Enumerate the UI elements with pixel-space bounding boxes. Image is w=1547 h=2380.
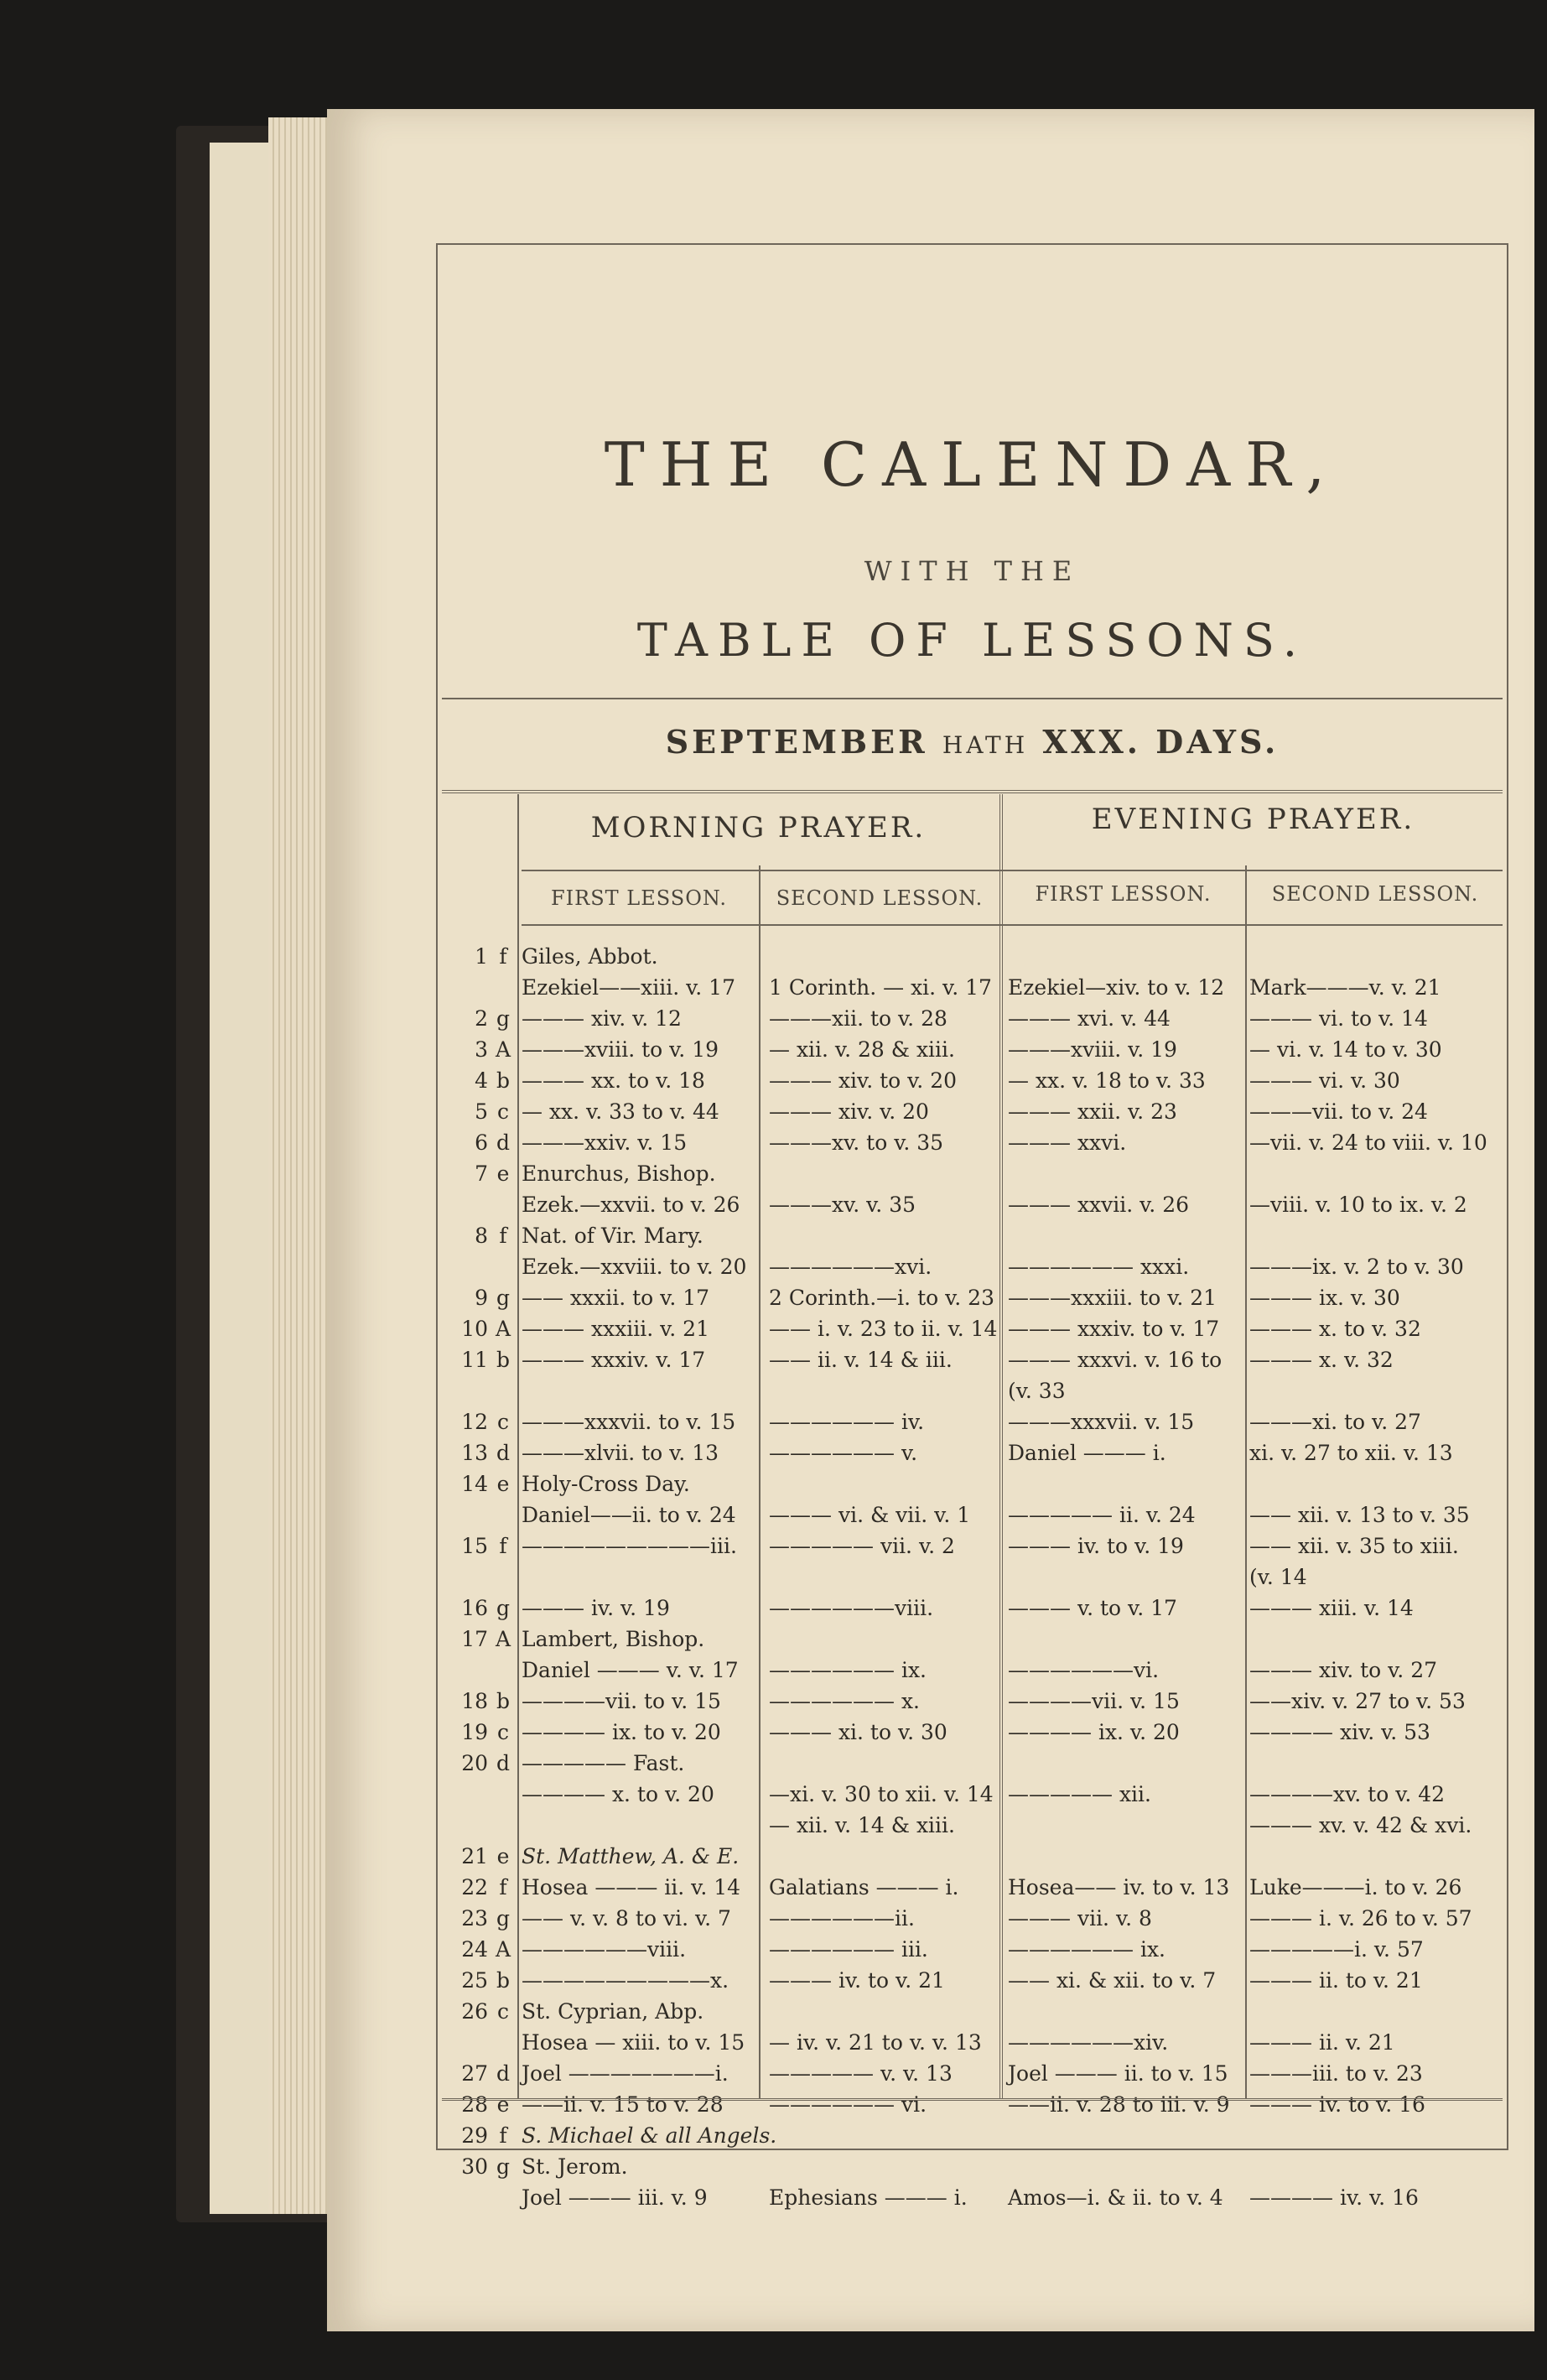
cell-m1: S. Michael & all Angels. — [522, 2123, 777, 2148]
cell-day: 28 — [461, 2092, 488, 2117]
cell-letter: f — [499, 1224, 507, 1248]
table-row — [438, 1872, 1507, 1904]
table-row — [438, 1127, 1507, 1159]
table-row — [438, 1034, 1507, 1066]
cell-letter: A — [495, 1937, 511, 1962]
subtitle-with-the: WITH THE — [864, 555, 1081, 587]
cell-m1: ———— x. to v. 20 — [522, 1782, 714, 1806]
cell-m2: — iv. v. 21 to v. v. 13 — [769, 2030, 982, 2055]
cell-e1: ——— xxii. v. 23 — [1008, 1099, 1177, 1124]
cell-m1: ——— xxxiv. v. 17 — [522, 1348, 706, 1372]
cell-letter: b — [496, 1348, 510, 1372]
cell-e2: —vii. v. 24 to viii. v. 10 — [1249, 1130, 1487, 1155]
cell-e2: ——— xiii. v. 14 — [1249, 1596, 1414, 1620]
cell-e1: ——————xiv. — [1008, 2030, 1169, 2055]
rule-month — [442, 790, 1503, 793]
month-name: SEPTEMBER — [665, 723, 928, 761]
cell-day: 16 — [461, 1596, 488, 1620]
cell-m1: ———xlvii. to v. 13 — [522, 1441, 719, 1465]
cell-letter: d — [496, 1441, 510, 1465]
cell-letter: d — [496, 1751, 510, 1775]
cell-e1: ———xxxiii. to v. 21 — [1008, 1286, 1217, 1310]
cell-e2: ——— ix. v. 30 — [1249, 1286, 1400, 1310]
cell-m1: Ezek.—xxviii. to v. 20 — [522, 1255, 747, 1279]
cell-m2: ——————ii. — [769, 1906, 915, 1931]
morning-first-lesson-heading: FIRST LESSON. — [551, 886, 727, 910]
table-row — [438, 1593, 1507, 1624]
cell-m1: St. Cyprian, Abp. — [522, 1999, 704, 2024]
cell-m2: —————— ix. — [769, 1658, 927, 1682]
cell-m2: —xi. v. 30 to xii. v. 14 — [769, 1782, 994, 1806]
cell-m1: ——ii. v. 15 to v. 28 — [522, 2092, 724, 2117]
evening-second-lesson-heading: SECOND LESSON. — [1271, 882, 1479, 906]
cell-m2: —— i. v. 23 to ii. v. 14 — [769, 1317, 998, 1341]
cell-day: 13 — [461, 1441, 488, 1465]
cell-day: 29 — [461, 2123, 488, 2148]
table-row — [438, 1313, 1507, 1345]
cell-m1: ———xxiv. v. 15 — [522, 1130, 688, 1155]
cell-m1: Enurchus, Bishop. — [522, 1161, 716, 1186]
month-days: XXX. DAYS. — [1042, 723, 1280, 761]
cell-m2: 1 Corinth. — xi. v. 17 — [769, 975, 992, 1000]
cell-letter: A — [495, 1037, 511, 1062]
cell-day: 15 — [461, 1534, 488, 1558]
cell-day: 18 — [461, 1689, 488, 1713]
cell-day: 14 — [461, 1472, 488, 1496]
cell-m2: ——— xi. to v. 30 — [769, 1720, 947, 1744]
cell-m1: ———— ix. to v. 20 — [522, 1720, 721, 1744]
table-row — [438, 1624, 1507, 1655]
cell-e1: ——— iv. to v. 19 — [1008, 1534, 1184, 1558]
cell-e1: (v. 33 — [1008, 1379, 1066, 1403]
cell-m1: Joel ———————i. — [522, 2061, 729, 2086]
cell-m2: — xii. v. 14 & xiii. — [769, 1813, 955, 1837]
cell-m1: St. Matthew, A. & E. — [522, 1844, 740, 1868]
cell-m2: 2 Corinth.—i. to v. 23 — [769, 1286, 994, 1310]
cell-m1: —— xxxii. to v. 17 — [522, 1286, 710, 1310]
cell-e2: ——— xiv. to v. 27 — [1249, 1658, 1437, 1682]
table-row — [438, 1996, 1507, 2028]
table-row — [438, 2089, 1507, 2121]
cell-letter: c — [496, 1099, 509, 1124]
cell-e1: ——— xvi. v. 44 — [1008, 1006, 1171, 1031]
table-row — [438, 2027, 1507, 2059]
cell-day: 5 — [475, 1099, 488, 1124]
cell-m1: —————————x. — [522, 1968, 729, 1993]
cell-day: 1 — [475, 944, 488, 969]
cell-m1: Hosea ——— ii. v. 14 — [522, 1875, 741, 1899]
cell-e1: ——ii. v. 28 to iii. v. 9 — [1008, 2092, 1230, 2117]
cell-e1: Amos—i. & ii. to v. 4 — [1008, 2185, 1223, 2210]
morning-prayer-heading: MORNING PRAYER. — [590, 811, 927, 844]
cell-letter: g — [496, 1906, 510, 1931]
cell-m1: ———xviii. to v. 19 — [522, 1037, 719, 1062]
cell-day: 21 — [461, 1844, 488, 1868]
cell-m1: ——— xxxiii. v. 21 — [522, 1317, 709, 1341]
cell-letter: g — [496, 1596, 510, 1620]
cell-e2: ———— xiv. v. 53 — [1249, 1720, 1430, 1744]
cell-day: 20 — [461, 1751, 488, 1775]
cell-day: 12 — [461, 1410, 488, 1434]
cell-m1: Nat. of Vir. Mary. — [522, 1224, 703, 1248]
cell-e2: ——xiv. v. 27 to v. 53 — [1249, 1689, 1466, 1713]
cell-m1: Ezek.—xxvii. to v. 26 — [522, 1193, 740, 1217]
cell-day: 30 — [461, 2154, 488, 2179]
table-row — [438, 972, 1507, 1004]
evening-first-lesson-heading: FIRST LESSON. — [1035, 882, 1212, 906]
table-row — [438, 1686, 1507, 1717]
cell-e2: ——— vi. v. 30 — [1249, 1068, 1400, 1093]
cell-day: 27 — [461, 2061, 488, 2086]
cell-m1: Ezekiel——xiii. v. 17 — [522, 975, 735, 1000]
rule-colhead — [522, 924, 1503, 926]
cell-day: 17 — [461, 1627, 488, 1651]
cell-m2: ———xii. to v. 28 — [769, 1006, 947, 1031]
cell-e1: ————vii. v. 15 — [1008, 1689, 1180, 1713]
table-row — [438, 2151, 1507, 2183]
month-hath: HATH — [942, 731, 1029, 759]
table-row — [438, 1437, 1507, 1469]
cell-e1: ——— xxvii. v. 26 — [1008, 1193, 1190, 1217]
cell-e1: ——— xxxvi. v. 16 to — [1008, 1348, 1223, 1372]
cell-letter: A — [495, 1627, 511, 1651]
table-row — [438, 1841, 1507, 1873]
cell-letter: f — [499, 2123, 507, 2148]
cell-m1: Daniel ——— v. v. 17 — [522, 1658, 739, 1682]
cell-e2: ——— x. to v. 32 — [1249, 1317, 1421, 1341]
cell-letter: b — [496, 1968, 510, 1993]
cell-day: 9 — [475, 1286, 488, 1310]
table-row — [438, 1003, 1507, 1035]
cell-m1: Hosea — xiii. to v. 15 — [522, 2030, 745, 2055]
page-title: THE CALENDAR, — [604, 429, 1341, 500]
cell-letter: f — [499, 1875, 507, 1899]
cell-m1: ———xxxvii. to v. 15 — [522, 1410, 736, 1434]
cell-e1: ————— xii. — [1008, 1782, 1151, 1806]
cell-e2: —viii. v. 10 to ix. v. 2 — [1249, 1193, 1467, 1217]
cell-m2: Galatians ——— i. — [769, 1875, 959, 1899]
cell-day: 4 — [475, 1068, 488, 1093]
cell-day: 26 — [461, 1999, 488, 2024]
cell-m2: —————— iii. — [769, 1937, 928, 1962]
cell-e1: Daniel ——— i. — [1008, 1441, 1166, 1465]
cell-e2: ——— x. v. 32 — [1249, 1348, 1394, 1372]
table-row — [438, 1189, 1507, 1221]
table-row — [438, 1096, 1507, 1128]
evening-prayer-heading: EVENING PRAYER. — [1091, 803, 1415, 836]
subtitle-table-of-lessons: TABLE OF LESSONS. — [636, 614, 1308, 667]
cell-e1: Joel ——— ii. to v. 15 — [1008, 2061, 1228, 2086]
cell-e2: ———vii. to v. 24 — [1249, 1099, 1428, 1124]
cell-letter: f — [499, 944, 507, 969]
cell-e1: ———xxxvii. v. 15 — [1008, 1410, 1195, 1434]
cell-m1: ——— xx. to v. 18 — [522, 1068, 705, 1093]
table-row — [438, 1530, 1507, 1562]
cell-m1: — xx. v. 33 to v. 44 — [522, 1099, 719, 1124]
table-row — [438, 1717, 1507, 1749]
table-row — [438, 1406, 1507, 1438]
cell-day: 25 — [461, 1968, 488, 1993]
cell-e1: —————— xxxi. — [1008, 1255, 1190, 1279]
cell-m1: ————vii. to v. 15 — [522, 1689, 721, 1713]
cell-letter: e — [496, 1844, 510, 1868]
cell-day: 11 — [461, 1348, 488, 1372]
cell-e2: (v. 14 — [1249, 1565, 1307, 1589]
cell-letter: c — [496, 1720, 509, 1744]
cell-e2: ——— ii. v. 21 — [1249, 2030, 1395, 2055]
table-row — [438, 1282, 1507, 1314]
cell-e1: —————— ix. — [1008, 1937, 1165, 1962]
cell-m2: ——————xvi. — [769, 1255, 932, 1279]
table-row — [438, 1903, 1507, 1935]
cell-m2: ————— v. v. 13 — [769, 2061, 953, 2086]
cell-letter: g — [496, 2154, 510, 2179]
cell-m1: —————————iii. — [522, 1534, 737, 1558]
cell-day: 8 — [475, 1224, 488, 1248]
table-row — [438, 1251, 1507, 1283]
cell-m2: ——— iv. to v. 21 — [769, 1968, 945, 1993]
cell-day: 24 — [461, 1937, 488, 1962]
table-row — [438, 1158, 1507, 1190]
cell-m2: Ephesians ——— i. — [769, 2185, 968, 2210]
cell-letter: d — [496, 2061, 510, 2086]
cell-letter: g — [496, 1286, 510, 1310]
cell-letter: g — [496, 1006, 510, 1031]
morning-second-lesson-heading: SECOND LESSON. — [776, 886, 984, 910]
cell-m1: Lambert, Bishop. — [522, 1627, 705, 1651]
cell-e1: ——— v. to v. 17 — [1008, 1596, 1177, 1620]
table-row — [438, 1375, 1507, 1407]
table-row — [438, 2182, 1507, 2214]
cell-day: 23 — [461, 1906, 488, 1931]
cell-day: 7 — [475, 1161, 488, 1186]
cell-e1: ————— ii. v. 24 — [1008, 1503, 1196, 1527]
cell-e1: ——— xxxiv. to v. 17 — [1008, 1317, 1220, 1341]
cell-day: 6 — [475, 1130, 488, 1155]
cell-e2: —— xii. v. 35 to xiii. — [1249, 1534, 1459, 1558]
cell-e2: — vi. v. 14 to v. 30 — [1249, 1037, 1442, 1062]
cell-e2: Mark———v. v. 21 — [1249, 975, 1441, 1000]
cell-day: 10 — [461, 1317, 488, 1341]
table-row — [438, 1468, 1507, 1500]
cell-letter: c — [496, 1410, 509, 1434]
cell-e1: Ezekiel—xiv. to v. 12 — [1008, 975, 1225, 1000]
table-row — [438, 1965, 1507, 1997]
cell-m2: ————— vii. v. 2 — [769, 1534, 955, 1558]
cell-e2: ——— ii. to v. 21 — [1249, 1968, 1423, 1993]
page-frame — [436, 243, 1508, 2210]
cell-letter: d — [496, 1130, 510, 1155]
cell-m2: ——— vi. & vii. v. 1 — [769, 1503, 971, 1527]
cell-m1: Daniel——ii. to v. 24 — [522, 1503, 736, 1527]
table-row — [438, 1779, 1507, 1811]
cell-m2: —————— iv. — [769, 1410, 925, 1434]
cell-e2: ——— vi. to v. 14 — [1249, 1006, 1428, 1031]
cell-e2: ——— iv. to v. 16 — [1249, 2092, 1425, 2117]
cell-letter: b — [496, 1068, 510, 1093]
cell-letter: f — [499, 1534, 507, 1558]
cell-e1: ——— vii. v. 8 — [1008, 1906, 1152, 1931]
cell-m2: ——— xiv. v. 20 — [769, 1099, 929, 1124]
cell-day: 3 — [475, 1037, 488, 1062]
cell-e2: xi. v. 27 to xii. v. 13 — [1249, 1441, 1453, 1465]
cell-day: 2 — [475, 1006, 488, 1031]
table-row — [438, 2058, 1507, 2090]
cell-letter: e — [496, 1161, 510, 1186]
cell-letter: b — [496, 1689, 510, 1713]
cell-m2: ——— xiv. to v. 20 — [769, 1068, 957, 1093]
table-row — [438, 1934, 1507, 1966]
cell-m2: — xii. v. 28 & xiii. — [769, 1037, 955, 1062]
cell-m1: Joel ——— iii. v. 9 — [522, 2185, 708, 2210]
cell-e1: — xx. v. 18 to v. 33 — [1008, 1068, 1206, 1093]
table-row — [438, 1344, 1507, 1376]
cell-m2: ——————viii. — [769, 1596, 934, 1620]
cell-m2: —————— vi. — [769, 2092, 927, 2117]
table-row — [438, 1810, 1507, 1842]
table-row — [438, 1499, 1507, 1531]
table-row — [438, 1748, 1507, 1780]
cell-e2: —— xii. v. 13 to v. 35 — [1249, 1503, 1470, 1527]
cell-m2: ———xv. to v. 35 — [769, 1130, 944, 1155]
cell-m1: —— v. v. 8 to vi. v. 7 — [522, 1906, 731, 1931]
cell-m1: ——— xiv. v. 12 — [522, 1006, 682, 1031]
cell-e1: ——— xxvi. — [1008, 1130, 1127, 1155]
cell-e2: ———xi. to v. 27 — [1249, 1410, 1421, 1434]
table-row — [438, 2120, 1507, 2152]
cell-e2: ———iii. to v. 23 — [1249, 2061, 1423, 2086]
calendar-page — [327, 109, 1534, 2331]
cell-e1: —— xi. & xii. to v. 7 — [1008, 1968, 1217, 1993]
cell-e2: —————i. v. 57 — [1249, 1937, 1424, 1962]
cell-day: 19 — [461, 1720, 488, 1744]
cell-m2: —————— v. — [769, 1441, 918, 1465]
cell-m2: ———xv. v. 35 — [769, 1193, 916, 1217]
rule-top — [442, 698, 1503, 699]
cell-m1: ——————viii. — [522, 1937, 687, 1962]
rule-subhead — [522, 870, 1503, 871]
cell-day: 22 — [461, 1875, 488, 1899]
cell-e1: ———— ix. v. 20 — [1008, 1720, 1180, 1744]
month-heading — [438, 723, 1507, 761]
table-row — [438, 1220, 1507, 1252]
cell-e2: Luke———i. to v. 26 — [1249, 1875, 1462, 1899]
cell-m1: St. Jerom. — [522, 2154, 628, 2179]
table-row — [438, 1562, 1507, 1593]
cell-letter: e — [496, 1472, 510, 1496]
cell-e2: ——— i. v. 26 to v. 57 — [1249, 1906, 1472, 1931]
cell-m2: —————— x. — [769, 1689, 920, 1713]
cell-e2: ————xv. to v. 42 — [1249, 1782, 1446, 1806]
cell-m1: Giles, Abbot. — [522, 944, 658, 969]
cell-e1: ———xviii. v. 19 — [1008, 1037, 1177, 1062]
cell-m1: ——— iv. v. 19 — [522, 1596, 670, 1620]
cell-letter: A — [495, 1317, 511, 1341]
table-row — [438, 941, 1507, 973]
table-row — [438, 1655, 1507, 1686]
cell-m1: ————— Fast. — [522, 1751, 685, 1775]
cell-e2: ———ix. v. 2 to v. 30 — [1249, 1255, 1464, 1279]
cell-m2: —— ii. v. 14 & iii. — [769, 1348, 953, 1372]
cell-e1: ——————vi. — [1008, 1658, 1160, 1682]
cell-e1: Hosea—— iv. to v. 13 — [1008, 1875, 1230, 1899]
cell-e2: ——— xv. v. 42 & xvi. — [1249, 1813, 1472, 1837]
cell-e2: ———— iv. v. 16 — [1249, 2185, 1419, 2210]
rule-bottom — [442, 2098, 1503, 2101]
cell-letter: e — [496, 2092, 510, 2117]
cell-letter: c — [496, 1999, 509, 2024]
cell-m1: Holy-Cross Day. — [522, 1472, 690, 1496]
table-row — [438, 1065, 1507, 1097]
